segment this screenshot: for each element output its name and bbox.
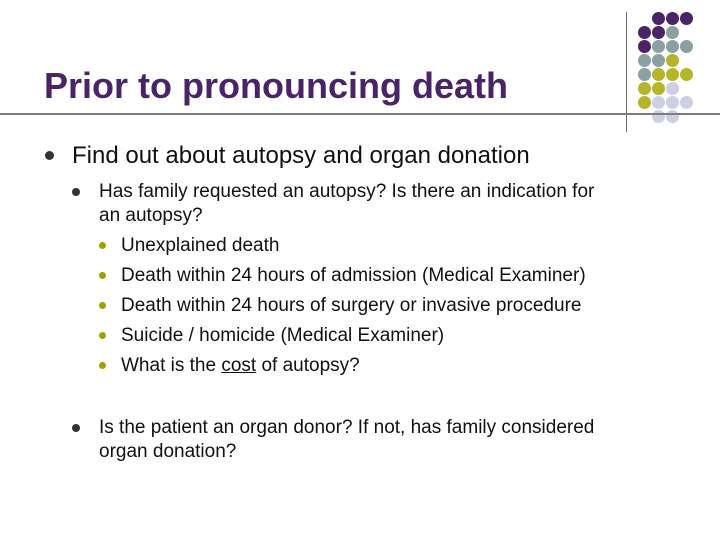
decorative-dot [638,26,651,39]
indication-item: Unexplained death [121,235,280,256]
autopsy-question-line2: an autopsy? [99,205,203,226]
decorative-dot [638,96,651,109]
level1-text: Find out about autopsy and organ donation [72,142,530,169]
cost-word: cost [221,355,257,376]
indication-item: Death within 24 hours of admission (Medical Examiner) [121,265,586,286]
organ-donor-line1: Is the patient an organ donor? If not, has family considered [99,417,595,438]
decorative-dot [638,68,651,81]
decorative-dot [666,96,679,109]
dot-grid-decoration [638,12,720,122]
indication-item: Death within 24 hours of surgery or invasive procedure [121,295,582,316]
title-underline [0,113,720,115]
decorative-dot [652,96,665,109]
autopsy-question-line1: Has family requested an autopsy? Is there an indication for [99,181,595,202]
slide-title: Prior to pronouncing death [44,65,508,106]
organ-donor-line2: organ donation? [99,441,237,462]
decorative-dot [680,12,693,25]
decorative-dot [638,82,651,95]
bullet-l3 [99,302,106,309]
decorative-dot [652,110,665,123]
bullet-l3 [99,272,106,279]
decorative-dot [666,12,679,25]
cost-item [121,354,360,378]
decorative-dot [666,26,679,39]
decorative-dot [652,40,665,53]
decorative-dot [666,82,679,95]
bullet-l1 [45,151,54,160]
decorative-dot [666,40,679,53]
decorative-dot [638,54,651,67]
bullet-l2 [72,188,80,196]
decorative-dot [652,68,665,81]
bullet-l2 [72,424,80,432]
decorative-dot [666,54,679,67]
decorative-dot [666,68,679,81]
bullet-l3 [99,362,106,369]
decorative-dot [652,82,665,95]
decorative-dot [652,12,665,25]
cost-suffix: of autopsy? [256,355,360,376]
decorative-dot [680,96,693,109]
indication-item: Suicide / homicide (Medical Examiner) [121,325,445,346]
decorative-dot [652,26,665,39]
decorative-dot [638,40,651,53]
decorative-dot [680,68,693,81]
decorative-dot [652,54,665,67]
bullet-l3 [99,332,106,339]
cost-prefix: What is the [121,355,222,376]
decorative-dot [666,110,679,123]
decorative-dot [680,40,693,53]
bullet-l3 [99,242,106,249]
